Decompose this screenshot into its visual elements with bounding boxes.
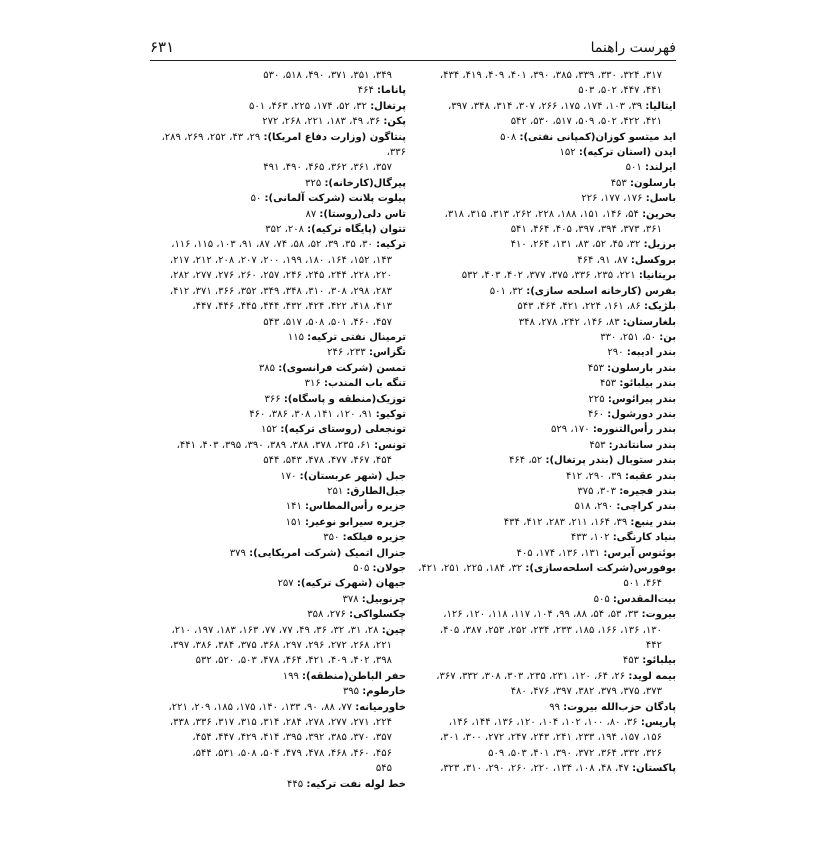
header-rule <box>150 60 676 61</box>
index-term: خط لوله نفت ترکیه: <box>306 778 406 790</box>
index-pages: ۱۹۹ <box>282 670 299 682</box>
index-entry-continuation <box>146 160 406 175</box>
index-entry-continuation <box>146 268 406 283</box>
index-pages: ۳۱۷، ۳۲۴، ۳۳۰، ۳۳۹، ۳۸۵، ۳۹۰، ۴۰۱، ۴۰۹، ۴۱۹، ۴۳۴، <box>439 70 662 81</box>
index-pages: ۲۷۶، ۳۵۸ <box>307 609 346 621</box>
index-term: برزیل: <box>643 239 676 251</box>
index-entry <box>146 592 406 607</box>
index-pages: ۱۳۰، ۱۳۶، ۱۶۶، ۱۸۵، ۲۳۳، ۲۳۴، ۲۵۲، ۲۵۳، ۳۸۷، ۴۰۵، <box>439 624 662 636</box>
index-pages: ۲۲۱، ۲۳۵، ۳۳۶، ۳۷۵، ۳۷۷، ۴۰۲، ۴۰۳، ۵۳۲ <box>461 270 636 282</box>
page-title: فهرست راهنما <box>590 40 676 56</box>
index-term: جزیره سیرابو نوعیر: <box>304 516 406 528</box>
index-pages: ۱۰۲، ۴۳۳ <box>570 532 610 544</box>
index-entry <box>416 315 676 330</box>
index-pages: ۴۷، ۴۸، ۱۰۸، ۱۳۴، ۲۲۰، ۲۶۰، ۲۹۰، ۳۱۰، ۳۲۳، <box>440 763 629 775</box>
index-column-left <box>146 68 406 792</box>
index-pages: ۱۴۱ <box>285 501 302 513</box>
index-pages: ۴۴۲ <box>645 640 662 652</box>
index-term: باسل: <box>645 193 676 205</box>
index-term: بندر ینبع: <box>630 516 676 528</box>
index-pages: ۴۵۳ <box>610 177 627 189</box>
index-entry <box>146 99 406 114</box>
index-entry <box>416 145 676 160</box>
index-entry <box>416 361 676 376</box>
index-pages: ۲۹۰ <box>607 347 624 359</box>
index-term: بریتانیا: <box>638 270 676 282</box>
index-term: ترکیه: <box>376 239 406 251</box>
index-entry <box>146 114 406 129</box>
index-entry <box>416 207 676 222</box>
index-term: پاناما: <box>377 85 406 97</box>
index-pages: ۳۹۵ <box>342 686 360 698</box>
index-term: بندر عقبه: <box>624 470 676 482</box>
index-pages: ۲۲۴، ۲۷۱، ۲۷۷، ۲۷۸، ۲۸۴، ۳۱۴، ۳۱۵، ۳۱۷، ۳۳۶، ۳۳۸، <box>169 717 392 729</box>
index-entry-continuation <box>146 761 406 776</box>
index-entry-continuation <box>146 730 406 745</box>
index-pages: ۳۶۱، ۳۷۳، ۳۹۴، ۳۹۷، ۴۰۵، ۴۶۴، ۵۴۱ <box>510 224 662 236</box>
index-entry <box>146 130 406 161</box>
index-pages: ۱۷۰ <box>280 470 297 482</box>
index-term: تمسن (شرکت فرانسوی): <box>278 362 406 374</box>
index-term: بروکسل: <box>630 254 676 266</box>
index-pages: ۷۷، ۸۸، ۹۰، ۱۳۳، ۱۴۰، ۱۷۵، ۱۸۵، ۲۰۹، ۲۲۱، <box>168 701 353 713</box>
index-entry <box>416 484 676 499</box>
index-entry <box>416 438 676 453</box>
index-term: بنیاد کارنگی: <box>612 532 676 544</box>
index-entry-continuation <box>146 68 406 83</box>
index-pages: ۳۹، ۱۰۳، ۱۷۴، ۱۷۵، ۲۶۶، ۳۰۷، ۳۱۴، ۳۴۸، ۳۹۷، <box>447 100 643 112</box>
index-term: پاکستان: <box>632 763 676 775</box>
index-entry-continuation <box>146 253 406 268</box>
index-entry <box>146 376 406 391</box>
index-pages: ۳۹، ۲۹۰، ۴۱۲ <box>565 470 622 482</box>
index-entry <box>146 222 406 237</box>
index-pages: ۴۲۱، ۴۲۲، ۵۰۲، ۵۰۹، ۵۱۷، ۵۳۰، ۵۴۲ <box>510 116 662 128</box>
index-term: پکن: <box>383 116 406 128</box>
index-pages: ۵۰، ۲۵۱، ۳۳۰ <box>600 331 657 343</box>
index-pages: ۸۷، ۹۱، ۴۶۴ <box>577 254 628 266</box>
index-entry <box>146 546 406 561</box>
index-entry-continuation <box>146 746 406 761</box>
index-entry <box>416 253 676 268</box>
index-pages: ۶۱، ۲۳۵، ۳۷۸، ۳۸۸، ۳۸۹، ۳۹۰، ۳۹۵، ۴۰۳، ۴۴۱، <box>176 439 371 451</box>
index-pages: ۳۸۵ <box>258 362 276 374</box>
index-pages: ۱۷۰، ۵۲۹ <box>551 424 590 436</box>
index-term: خارطوم: <box>362 686 406 698</box>
index-term: بن: <box>659 331 676 343</box>
index-entry <box>146 576 406 591</box>
index-entry <box>416 191 676 206</box>
index-column-right <box>416 68 676 777</box>
index-term: جنرال اتمیک (شرکت امریکایی): <box>249 547 406 559</box>
index-pages: ۳۲۶، ۳۳۲، ۳۶۴، ۳۷۲، ۳۹۰، ۴۰۱، ۵۰۳، ۵۰۹ <box>488 747 662 759</box>
index-term: ترمینال نفتی ترکیه: <box>307 331 406 343</box>
index-term: پیرگال(کارخانه): <box>324 177 406 189</box>
index-pages: ۱۴۳، ۱۵۲، ۱۶۴، ۱۸۰، ۱۹۹، ۲۰۰، ۲۰۷، ۲۰۸، ۲۱۲، ۲۱۷، <box>169 254 392 266</box>
index-entry <box>416 592 676 607</box>
index-entry <box>416 469 676 484</box>
index-term: بیروت: <box>641 609 676 621</box>
index-entry <box>416 761 676 776</box>
index-entry <box>416 237 676 252</box>
index-pages: ۱۵۲ <box>559 147 576 159</box>
index-term: بندر پیرائوس: <box>607 393 676 405</box>
index-pages: ۳۲، ۴۵، ۵۲، ۸۳، ۱۳۱، ۲۶۴، ۴۱۰ <box>510 239 641 251</box>
index-entry <box>416 376 676 391</box>
index-entry <box>146 237 406 252</box>
index-pages: ۳۲، ۵۲، ۱۷۴، ۲۲۵، ۴۶۳، ۵۰۱ <box>248 100 367 112</box>
index-term: چرنوبیل: <box>361 593 406 605</box>
index-pages: ۱۳۱، ۱۳۶، ۱۷۴، ۴۰۵ <box>516 547 601 559</box>
index-term: جبل (شهر عربستان): <box>299 470 406 482</box>
index-pages: ۵۰۵ <box>353 563 370 574</box>
index-term: بندر ستوبال (بندر پرتغال): <box>545 455 676 467</box>
index-entry <box>416 160 676 175</box>
index-pages: ۴۵۳ <box>622 655 640 667</box>
index-pages: ۴۶۴ <box>357 85 374 97</box>
index-term: تنگه باب المندب: <box>323 378 406 390</box>
index-pages: ۱۵۱ <box>285 516 302 528</box>
index-entry <box>416 268 676 283</box>
index-term: تگزاس: <box>368 347 406 359</box>
index-pages: ۸۷ <box>305 208 317 220</box>
index-term: بحرین: <box>642 208 676 220</box>
index-pages: ۲۰۸، ۳۵۲ <box>265 224 304 236</box>
index-entry <box>146 623 406 638</box>
index-term: توزیک(منطقه و پاسگاه): <box>283 393 406 405</box>
index-term: پنتاگون (وزارت دفاع امریکا): <box>263 131 406 143</box>
index-entry <box>416 130 676 145</box>
index-entry <box>416 345 676 360</box>
index-entry <box>146 422 406 437</box>
index-entry <box>416 561 676 576</box>
index-pages: ۲۲۵ <box>588 393 605 405</box>
index-pages: ۱۱۵ <box>287 331 304 343</box>
index-term: پادگان حزب‌الله بیروت: <box>563 701 676 713</box>
index-term: چین: <box>381 624 406 636</box>
index-entry <box>146 607 406 622</box>
index-term: ایرلند: <box>644 162 676 174</box>
index-entry <box>416 392 676 407</box>
index-term: بندر فجیره: <box>619 485 676 497</box>
index-pages: ۹۹ <box>549 701 560 713</box>
index-entry <box>146 330 406 345</box>
index-pages: ۳۵۰ <box>323 532 340 544</box>
index-term: جزیره رأس‌المطاس: <box>305 501 406 513</box>
index-pages: ۵۰۱ <box>625 162 642 174</box>
index-entry <box>146 207 406 222</box>
index-term: بندر ادیبه: <box>626 347 676 359</box>
index-term: تونس: <box>374 439 406 451</box>
index-pages: ۲۵۷ <box>277 578 294 590</box>
index-pages: ۱۵۶، ۱۵۷، ۱۹۴، ۲۳۳، ۲۴۱، ۲۴۳، ۲۴۷، ۲۷۲، ۳۰۰، ۳۰۱، <box>439 732 662 744</box>
index-term: بوئنوس آیرس: <box>603 547 676 559</box>
index-pages: ۱۵۲ <box>261 424 278 436</box>
index-pages: ۳۶، ۸۰، ۱۰۰، ۱۰۲، ۱۰۴، ۱۲۰، ۱۳۶، ۱۴۴، ۱۴۶، <box>448 717 638 729</box>
index-entry <box>146 176 406 191</box>
index-term: بلغارستان: <box>622 316 676 328</box>
index-pages: ۳۵۷، ۳۶۱، ۳۶۲، ۴۶۵، ۴۹۰، ۴۹۱ <box>263 162 392 174</box>
index-entry <box>416 700 676 715</box>
index-pages: ۴۵۳ <box>587 362 604 374</box>
index-pages: ۵۴۵ <box>375 763 392 775</box>
index-pages: ۵۴، ۱۴۶، ۱۵۱، ۱۸۸، ۲۲۸، ۲۶۲، ۳۱۳، ۳۱۵، ۳۱۸، <box>444 208 639 220</box>
index-entry-continuation <box>416 638 676 653</box>
index-pages: ۲۵۱ <box>327 485 344 497</box>
index-entry <box>146 669 406 684</box>
index-entry <box>416 99 676 114</box>
index-term: بوفورس(شرکت اسلحه‌سازی): <box>525 563 676 574</box>
index-pages: ۸۳، ۱۴۶، ۲۴۲، ۲۷۸، ۳۴۸ <box>518 316 620 328</box>
index-pages: ۹۱، ۱۲۰، ۱۴۱، ۳۰۸، ۳۸۶، ۴۶۰ <box>249 408 373 420</box>
index-pages: ۳۷۹ <box>229 547 246 559</box>
index-entry <box>146 392 406 407</box>
index-entry <box>416 176 676 191</box>
index-entry-continuation <box>416 684 676 699</box>
index-pages: ۴۵۴، ۴۶۷، ۴۷۷، ۴۷۸، ۵۴۳، ۵۴۴ <box>263 455 392 467</box>
index-entry <box>416 515 676 530</box>
index-term: بندر بارسلون: <box>607 362 676 374</box>
index-pages: ۳۰، ۳۵، ۳۹، ۵۲، ۵۸، ۷۴، ۸۷، ۹۱، ۱۰۳، ۱۱۵، ۱۱۶، <box>171 239 373 251</box>
index-term: پاریس: <box>640 717 676 729</box>
index-entry <box>146 361 406 376</box>
index-pages: ۴۴۵ <box>287 778 304 790</box>
index-term: جزیره فیلکه: <box>342 532 406 544</box>
index-term: بارسلون: <box>630 177 676 189</box>
index-entry-continuation <box>146 638 406 653</box>
index-pages: ۱۷۶، ۱۷۷، ۲۲۶ <box>581 193 643 205</box>
index-pages: ۵۰۸ <box>500 131 517 143</box>
index-entry <box>416 546 676 561</box>
index-pages: ۳۲، ۱۸۴، ۲۲۵، ۲۵۱، ۴۲۱، <box>418 563 523 574</box>
index-entry <box>416 499 676 514</box>
index-entry-continuation <box>416 730 676 745</box>
index-entry <box>416 653 676 668</box>
index-entry <box>416 715 676 730</box>
index-term: بلژیک: <box>643 301 676 313</box>
index-pages: ۴۶۴، ۵۰۱ <box>623 578 662 590</box>
page-header <box>150 40 676 58</box>
index-term: تونجعلی (روستای ترکیه): <box>280 424 406 436</box>
index-entry <box>146 484 406 499</box>
index-pages: ۳۴۹، ۳۵۱، ۳۷۱، ۴۹۰، ۵۱۸، ۵۳۰ <box>263 70 392 81</box>
index-pages: ۳۲، ۵۰۱ <box>489 285 524 297</box>
index-entry <box>146 530 406 545</box>
index-pages: ۲۸۳، ۲۹۸، ۳۰۸، ۳۱۰، ۳۴۸، ۳۴۹، ۳۵۲، ۳۶۶، ۳۷۱، ۴۱۲، <box>169 285 392 297</box>
index-pages: ۳۵۷، ۳۷۰، ۳۸۵، ۳۹۲، ۳۹۵، ۴۱۴، ۴۲۹، ۴۴۷، ۴۵۴، <box>192 732 392 744</box>
index-entry <box>146 777 406 792</box>
index-pages: ۴۶۰ <box>587 408 605 420</box>
index-entry-continuation <box>416 114 676 129</box>
index-pages: ۵۲، ۴۶۴ <box>509 455 543 467</box>
index-term: جولان: <box>372 563 406 574</box>
index-pages: ۲۲۱، ۲۶۸، ۲۷۲، ۲۹۶، ۲۹۷، ۳۶۸، ۳۷۵، ۳۸۴، ۳۸۶، ۳۹۷، <box>169 640 392 652</box>
index-entry <box>146 561 406 576</box>
index-pages: ۳۶، ۴۹، ۱۸۳، ۲۲۱، ۲۶۸، ۲۷۲ <box>262 116 381 128</box>
index-entry <box>146 191 406 206</box>
index-term: چکسلواکی: <box>349 609 406 621</box>
index-entry <box>146 83 406 98</box>
index-term: حفر الباطن(منطقه): <box>302 670 406 682</box>
index-pages: ۴۵۶، ۴۶۰، ۴۶۸، ۴۷۸، ۴۷۹، ۵۰۴، ۵۰۸، ۵۳۱، ۵۴۴، <box>192 747 392 759</box>
index-pages: ۳۷۳، ۳۷۵، ۳۷۹، ۳۸۲، ۳۹۷، ۴۷۶، ۴۸۰ <box>510 686 662 698</box>
index-entry <box>146 438 406 453</box>
index-term: جیهان (شهرک ترکیه): <box>296 578 406 590</box>
index-term: بندر سانتاندر: <box>608 439 676 451</box>
index-pages: ۳۱۶ <box>304 378 321 390</box>
index-entry <box>416 607 676 622</box>
index-entry-continuation <box>416 623 676 638</box>
index-term: پیلوت پلانت (شرکت آلمانی): <box>264 193 406 205</box>
index-pages: ۴۵۳ <box>589 439 606 451</box>
index-entry <box>146 407 406 422</box>
index-entry <box>146 345 406 360</box>
index-entry <box>146 469 406 484</box>
index-entry-continuation <box>146 453 406 468</box>
index-entry <box>416 422 676 437</box>
index-pages: ۲۳۳، ۲۴۶ <box>327 347 366 359</box>
index-pages: ۸۶، ۱۶۱، ۲۲۴، ۴۲۱، ۴۶۴، ۵۴۳ <box>517 301 641 313</box>
index-entry-continuation <box>146 299 406 314</box>
index-entry-continuation <box>416 576 676 591</box>
index-pages: ۳۹۸، ۴۰۲، ۴۰۹، ۴۲۱، ۴۶۴، ۴۷۸، ۵۰۳، ۵۲۰، ۵۳۲ <box>195 655 392 667</box>
index-pages: ۲۹، ۴۳، ۲۵۲، ۲۶۹، ۲۸۹، ۳۳۶، <box>161 131 406 159</box>
index-pages: ۵۰۵ <box>593 593 610 605</box>
index-entry <box>146 515 406 530</box>
index-entry-continuation <box>146 715 406 730</box>
index-entry-continuation <box>416 746 676 761</box>
index-term: خاورمیانه: <box>355 701 406 713</box>
index-entry <box>416 284 676 299</box>
index-entry <box>416 330 676 345</box>
index-entry-continuation <box>146 284 406 299</box>
index-pages: ۳۲۵ <box>305 177 322 189</box>
index-entry-continuation <box>146 315 406 330</box>
index-pages: ۴۴۱، ۴۴۷، ۵۰۲، ۵۰۳ <box>578 85 662 97</box>
index-term: تتوان (پایگاه ترکیه): <box>307 224 406 236</box>
index-term: جبل‌الطارق: <box>346 485 406 497</box>
page-number: ۶۳۱ <box>150 38 175 56</box>
index-term: پرتغال: <box>370 100 406 112</box>
index-term: بیت‌المقدس: <box>612 593 676 605</box>
index-pages: ۳۰۳، ۳۷۵ <box>577 485 616 497</box>
index-term: ایدن (استان ترکیه): <box>578 147 676 159</box>
index-term: بیمه لوید: <box>628 670 676 682</box>
index-pages: ۴۵۷، ۴۶۰، ۵۰۱، ۵۰۸، ۵۱۷، ۵۴۳ <box>263 316 392 328</box>
index-entry <box>416 299 676 314</box>
index-entry <box>416 669 676 684</box>
index-pages: ۵۰ <box>250 193 262 205</box>
index-term: بندر رأس‌التنوره: <box>592 424 676 436</box>
index-pages: ۲۸، ۳۱، ۳۲، ۳۶، ۴۹، ۷۷، ۷۷، ۱۶۳، ۱۸۳، ۱۹۷، ۲۱۰، <box>171 624 379 636</box>
index-pages: ۲۹۰، ۵۱۸ <box>574 501 614 513</box>
index-pages: ۳۳، ۵۳، ۵۴، ۸۸، ۹۹، ۱۰۴، ۱۱۷، ۱۱۸، ۱۲۰، ۱۲۶، <box>443 609 639 621</box>
index-pages: ۲۲۰، ۲۲۸، ۲۴۴، ۲۴۵، ۲۴۶، ۲۵۷، ۲۶۰، ۲۷۶، ۲۷۷، ۲۸۲، <box>169 270 392 282</box>
index-entry <box>146 700 406 715</box>
index-pages: ۳۶۶ <box>264 393 281 405</box>
index-term: بندر دورشول: <box>607 408 676 420</box>
index-pages: ۴۱۳، ۴۱۸، ۴۲۲، ۴۲۴، ۴۳۲، ۴۴۴، ۴۴۵، ۴۴۶، ۴۴۷، <box>192 301 392 313</box>
index-entry <box>416 407 676 422</box>
index-entry-continuation <box>416 68 676 83</box>
index-pages: ۴۵۳ <box>600 378 617 390</box>
index-term: بندر کراچی: <box>616 501 676 513</box>
index-term: اید میتسو کوزان(کمپانی نفتی): <box>519 131 676 143</box>
index-term: بیلبائو: <box>642 655 676 667</box>
index-entry-continuation <box>416 222 676 237</box>
index-entry <box>146 499 406 514</box>
index-entry <box>416 530 676 545</box>
index-pages: ۲۶، ۶۴، ۱۲۰، ۲۳۱، ۲۳۵، ۳۰۳، ۳۰۸، ۳۳۲، ۳۶۷، <box>436 670 626 682</box>
index-term: بندر بیلبائو: <box>619 378 676 390</box>
index-pages: ۳۷۸ <box>342 593 359 605</box>
index-entry <box>416 453 676 468</box>
index-entry <box>146 684 406 699</box>
index-term: توکیو: <box>375 408 406 420</box>
index-term: ایتالیا: <box>645 100 676 112</box>
index-term: بفرس (کارخانه اسلحه سازی): <box>526 285 676 297</box>
index-pages: ۳۹، ۱۶۴، ۲۱۱، ۲۸۳، ۴۱۲، ۴۳۴ <box>503 516 628 528</box>
index-term: تاس دلی(روستا): <box>319 208 406 220</box>
index-entry-continuation <box>416 83 676 98</box>
index-entry-continuation <box>146 653 406 668</box>
